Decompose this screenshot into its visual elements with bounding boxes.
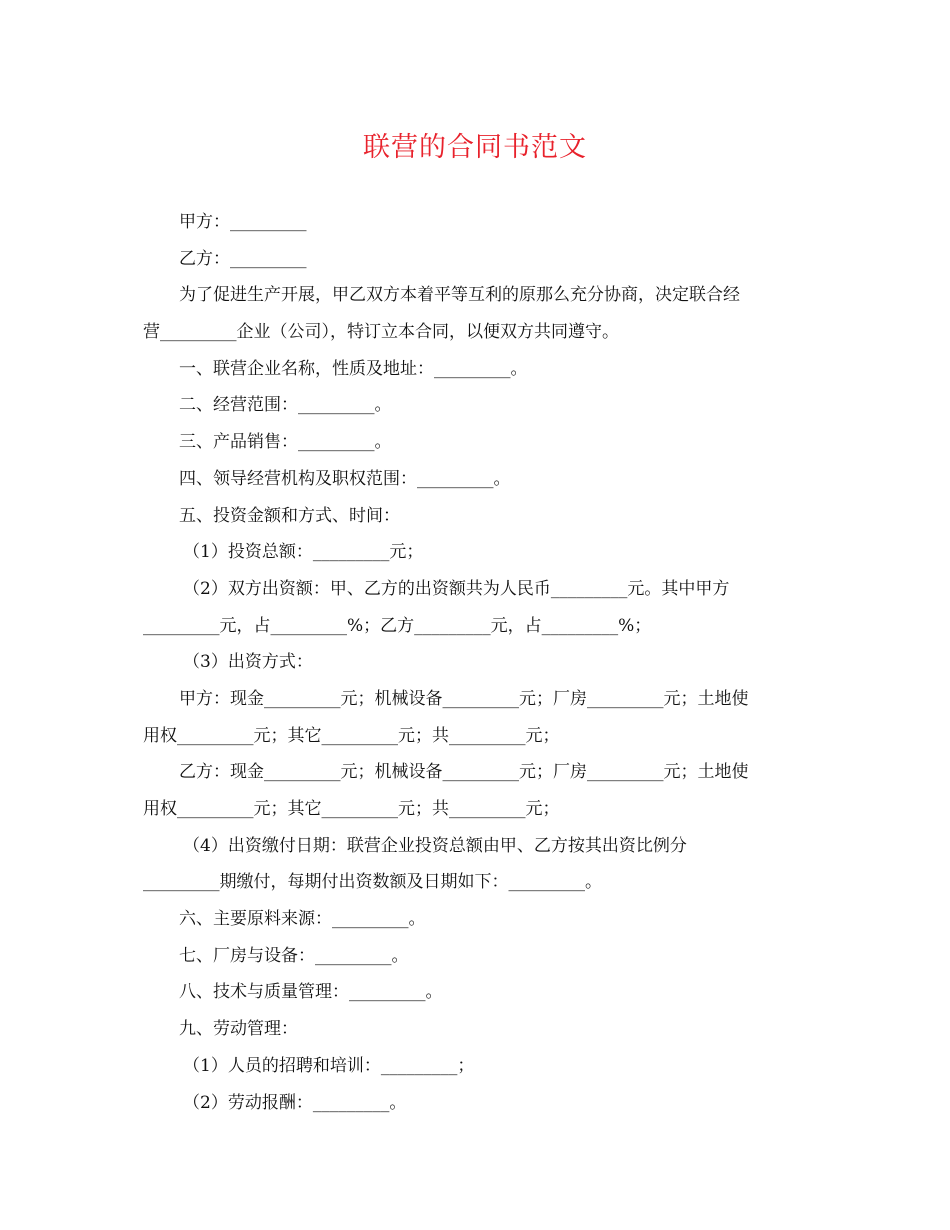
preamble-line-1: 为了促进生产开展，甲乙双方本着平等互利的原那么充分协商，决定联合经 xyxy=(179,285,740,306)
party-b-contribution-line-1: 乙方：现金_________元；机械设备_________元；厂房_________元；土地使 xyxy=(179,762,749,783)
clause-9-item-2: （2）劳动报酬：_________。 xyxy=(183,1092,407,1113)
preamble-line-2: 营_________企业（公司），特订立本合同，以便双方共同遵守。 xyxy=(143,322,619,343)
clause-5-item-4-line-1: （4）出资缴付日期：联营企业投资总额由甲、乙方按其出资比例分 xyxy=(183,835,687,856)
clause-9-labor: 九、劳动管理： xyxy=(179,1019,298,1040)
party-a-line: 甲方：_________ xyxy=(179,212,307,232)
clause-8-quality: 八、技术与质量管理：_________。 xyxy=(179,982,443,1003)
clause-5-item-3: （3）出资方式： xyxy=(183,652,313,673)
clause-4-management: 四、领导经营机构及职权范围：_________。 xyxy=(179,468,511,489)
clause-5-item-2-line-2: _________元，占_________%；乙方_________元，占_________%； xyxy=(143,615,652,636)
clause-5-item-4-line-2: _________期缴付，每期付出资数额及日期如下：_________。 xyxy=(143,872,602,893)
clause-7-facilities: 七、厂房与设备：_________。 xyxy=(179,945,409,966)
clause-9-item-1: （1）人员的招聘和培训：_________； xyxy=(183,1055,475,1076)
clause-5-item-2-line-1: （2）双方出资额：甲、乙方的出资额共为人民币_________元。其中甲方 xyxy=(183,578,730,599)
clause-3-product-sales: 三、产品销售：_________。 xyxy=(179,432,392,453)
party-b-contribution-line-2: 用权_________元；其它_________元；共_________元； xyxy=(143,799,560,819)
clause-6-materials: 六、主要原料来源：_________。 xyxy=(179,909,426,930)
clause-5-investment: 五、投资金额和方式、时间： xyxy=(179,505,400,526)
document-title: 联营的合同书范文 xyxy=(363,132,587,163)
document-body xyxy=(143,204,811,1121)
party-a-contribution-line-1: 甲方：现金_________元；机械设备_________元；厂房_________元；土地使 xyxy=(179,688,749,709)
party-a-contribution-line-2: 用权_________元；其它_________元；共_________元； xyxy=(143,725,560,746)
clause-2-business-scope: 二、经营范围：_________。 xyxy=(179,395,392,416)
party-b-line: 乙方：_________ xyxy=(179,248,307,269)
clause-5-item-1: （1）投资总额：_________元； xyxy=(183,542,424,563)
clause-1-company-name: 一、联营企业名称，性质及地址：_________。 xyxy=(179,358,528,379)
